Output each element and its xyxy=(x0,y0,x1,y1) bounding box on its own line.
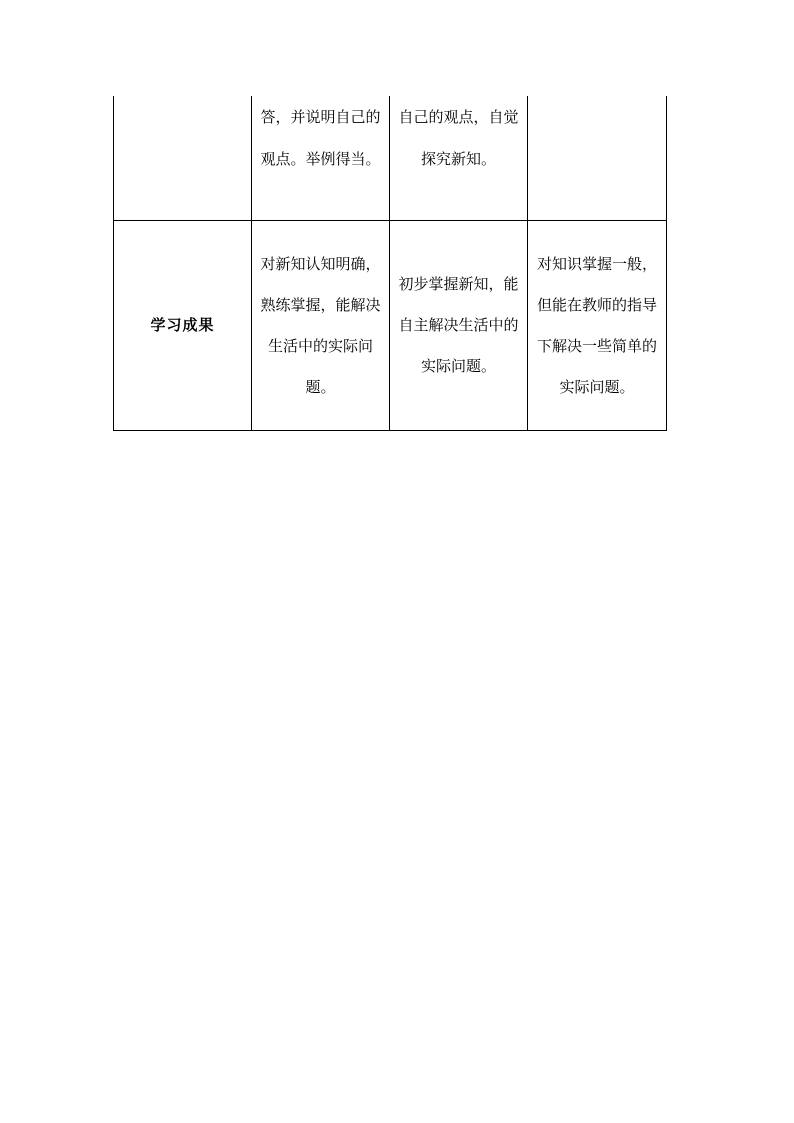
row-label-continued xyxy=(114,96,252,221)
cell-fair-outcome xyxy=(528,221,667,431)
cell-excellent-continued xyxy=(252,96,390,221)
evaluation-table xyxy=(113,96,667,431)
cell-fair-continued xyxy=(528,96,667,221)
cell-good-outcome xyxy=(390,221,528,431)
table-row-learning-outcome xyxy=(114,221,667,431)
cell-text-excellent: 答，并说明自己的观点。举例得当。 xyxy=(260,108,381,168)
cell-good-continued xyxy=(390,96,528,221)
cell-text-fair: 对知识掌握一般，但能在教师的指导下解决一些简单的实际问题。 xyxy=(536,254,657,396)
row-label-text: 学习成果 xyxy=(150,316,215,334)
row-label-learning-outcome xyxy=(114,221,252,431)
table-row-continued xyxy=(114,96,667,221)
cell-excellent-outcome xyxy=(252,221,390,431)
cell-text-good: 自己的观点，自觉探究新知。 xyxy=(398,108,519,168)
cell-text-good: 初步掌握新知，能自主解决生活中的实际问题。 xyxy=(398,275,519,375)
cell-text-excellent: 对新知认知明确，熟练掌握，能解决生活中的实际问题。 xyxy=(260,254,381,396)
